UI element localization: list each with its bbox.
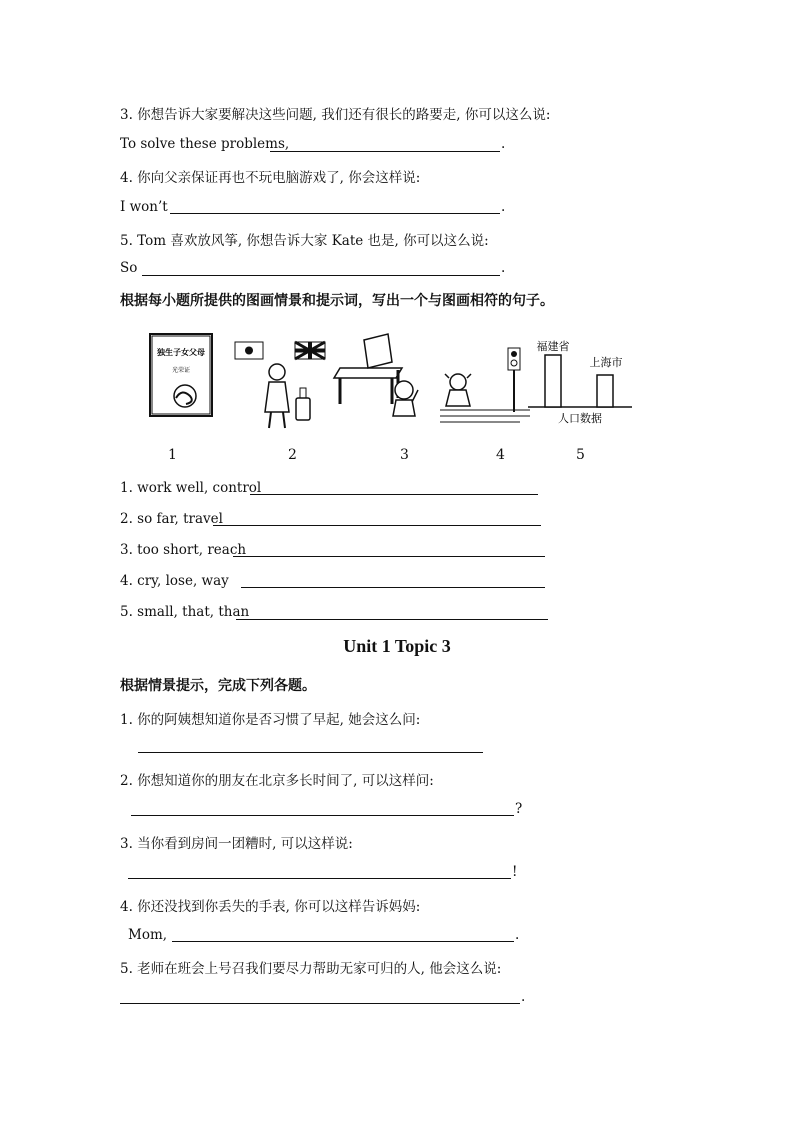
answer-blank[interactable] — [138, 752, 483, 753]
answer-blank[interactable] — [120, 1003, 520, 1004]
answer-end: . — [501, 199, 506, 215]
picture-number: 1 — [168, 447, 177, 463]
answer-end: . — [521, 989, 526, 1005]
answer-start: I won’t — [120, 199, 168, 215]
booklet-subtitle: 光荣证 — [171, 367, 191, 374]
table-book-child-image — [334, 334, 418, 416]
question-prompt: 4. 你向父亲保证再也不玩电脑游戏了, 你会这样说: — [120, 170, 421, 186]
answer-blank[interactable] — [236, 619, 548, 620]
picture-item: 1. work well, control — [120, 480, 262, 496]
population-chart-image — [528, 339, 632, 425]
answer-blank[interactable] — [142, 275, 500, 276]
traveler-image — [235, 342, 325, 428]
picture-number: 5 — [576, 447, 585, 463]
question-prompt: 3. 你想告诉大家要解决这些问题, 我们还有很长的路要走, 你可以这么说: — [120, 107, 551, 123]
answer-end: ! — [512, 864, 518, 880]
answer-end: ? — [515, 801, 523, 817]
chart-label-fujian: 福建省 — [536, 340, 570, 353]
answer-blank[interactable] — [172, 941, 514, 942]
question-prompt: 5. Tom 喜欢放风筝, 你想告诉大家 Kate 也是, 你可以这么说: — [120, 233, 489, 249]
answer-blank[interactable] — [270, 151, 500, 152]
answer-start: To solve these problems, — [120, 136, 290, 152]
picture-number: 2 — [288, 447, 297, 463]
answer-blank[interactable] — [241, 587, 545, 588]
answer-blank[interactable] — [250, 494, 538, 495]
answer-end: . — [501, 260, 506, 276]
answer-line — [120, 136, 289, 152]
answer-blank[interactable] — [213, 525, 541, 526]
answer-line — [120, 260, 137, 276]
answer-blank[interactable] — [128, 878, 511, 879]
picture-number: 4 — [496, 447, 505, 463]
certificate-booklet-image — [150, 334, 212, 416]
question-prompt: 4. 你还没找到你丢失的手表, 你可以这样告诉妈妈: — [120, 899, 421, 915]
answer-blank[interactable] — [131, 815, 514, 816]
chart-xlabel: 人口数据 — [558, 412, 602, 425]
section-heading: 根据每小题所提供的图画情景和提示词，写出一个与图画相符的句子。 — [120, 293, 554, 309]
answer-blank[interactable] — [170, 213, 500, 214]
picture-item: 3. too short, reach — [120, 542, 247, 558]
section-heading: 根据情景提示，完成下列各题。 — [120, 678, 316, 694]
answer-end: . — [515, 927, 520, 943]
unit-title: Unit 1 Topic 3 — [343, 636, 451, 656]
question-prompt: 3. 当你看到房间一团糟时, 可以这样说: — [120, 836, 353, 852]
picture-item: 4. cry, lose, way — [120, 573, 229, 589]
picture-strip — [140, 330, 640, 435]
question-prompt: 2. 你想知道你的朋友在北京多长时间了, 可以这样问: — [120, 773, 434, 789]
question-prompt: 5. 老师在班会上号召我们要尽力帮助无家可归的人, 他会这么说: — [120, 961, 502, 977]
booklet-title: 独生子女父母 — [157, 348, 205, 357]
picture-item: 5. small, that, than — [120, 604, 250, 620]
crying-girl-image — [440, 348, 530, 422]
picture-number: 3 — [400, 447, 409, 463]
answer-line — [120, 199, 168, 215]
answer-blank[interactable] — [233, 556, 545, 557]
question-prompt: 1. 你的阿姨想知道你是否习惯了早起, 她会这么问: — [120, 712, 421, 728]
answer-end: . — [501, 136, 506, 152]
answer-start: So — [120, 260, 138, 276]
chart-label-shanghai: 上海市 — [589, 356, 623, 369]
answer-lead: Mom, — [128, 927, 168, 943]
picture-item: 2. so far, travel — [120, 511, 223, 527]
